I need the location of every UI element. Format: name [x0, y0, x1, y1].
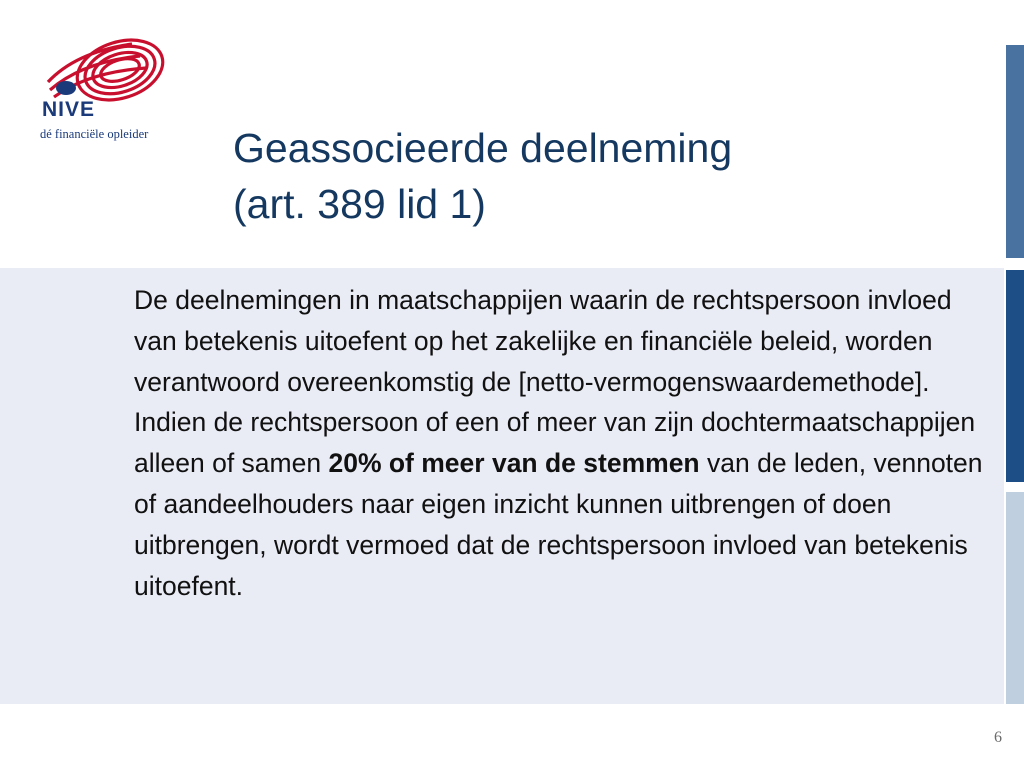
body-text-part-2: van de leden, vennoten of aandeelhouders naar eigen inzicht kunnen uitbrengen of doen uitbrengen, wordt vermoed dat de rechtspersoon invloed van betekenis uitoefent.: [134, 448, 983, 601]
side-accent-bar-top: [1006, 45, 1024, 258]
slide-title-line-2: (art. 389 lid 1): [233, 181, 486, 227]
side-accent-bar-bottom: [1006, 492, 1024, 704]
slide-title: [233, 120, 732, 232]
body-paragraph: [134, 280, 984, 606]
body-text-part-1: De deelnemingen in maatschappijen waarin de rechtspersoon invloed van betekenis uitoefent op het zakelijke en financiële beleid, worden verantwoord overeenkomstig de [netto-vermogenswaardemethode]. Indien de rechtspersoon of een of meer van zijn dochtermaatschappijen alleen of samen: [134, 285, 976, 479]
logo-wordmark: NIVE: [42, 98, 96, 121]
side-accent-bar-middle: [1006, 270, 1024, 482]
logo-tagline: dé financiële opleider: [40, 127, 149, 141]
page-number: 6: [994, 729, 1002, 746]
slide-title-line-1: Geassocieerde deelneming: [233, 125, 733, 171]
body-text-bold: 20% of meer van de stemmen: [328, 448, 700, 479]
